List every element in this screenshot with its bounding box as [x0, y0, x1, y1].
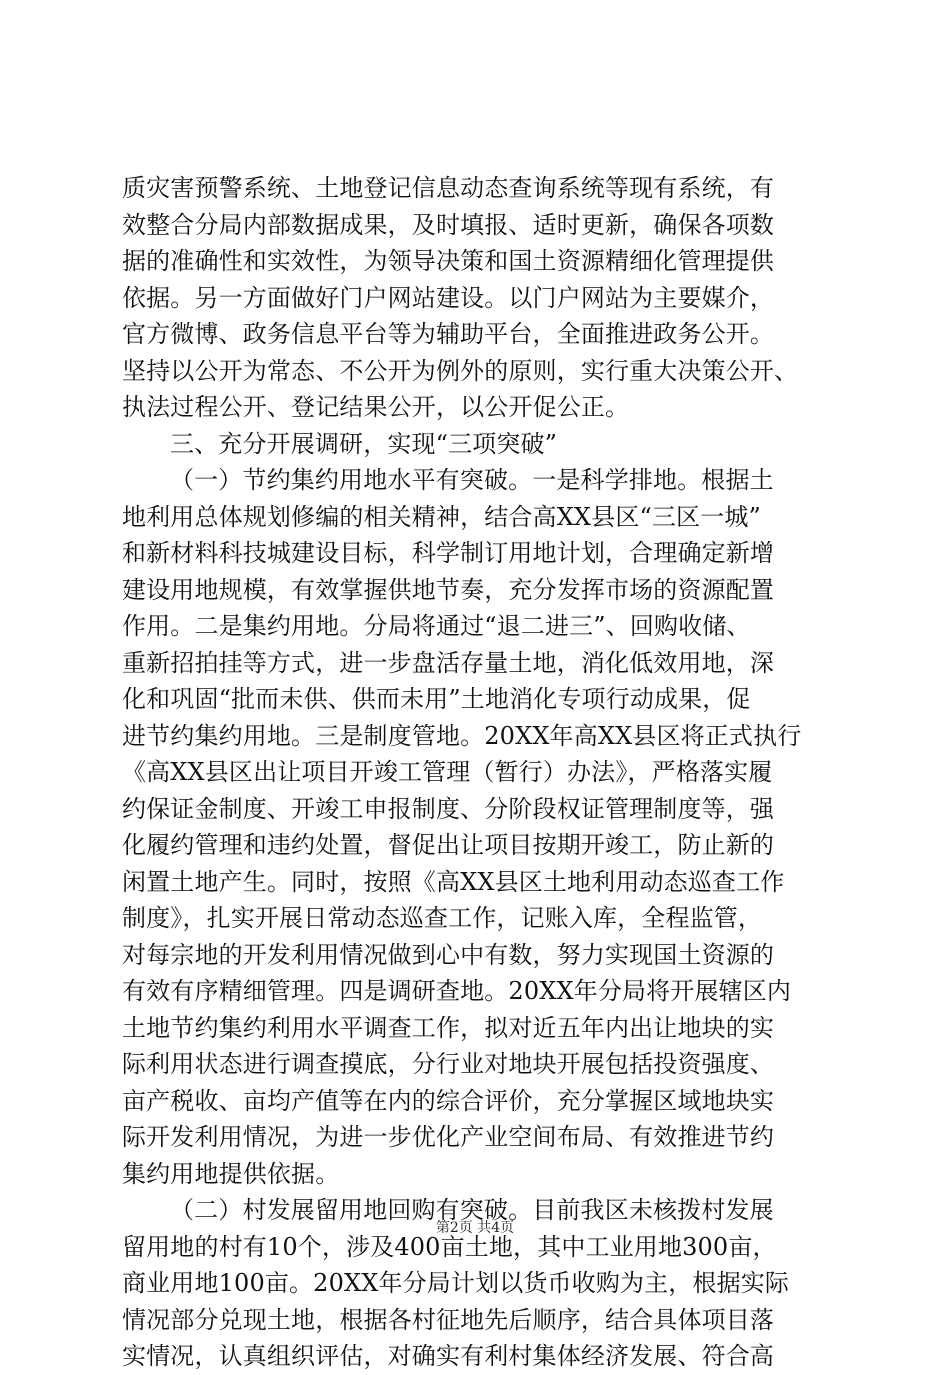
text-line: 土地节约集约利用水平调查工作，拟对近五年内出让地块的实: [122, 1013, 775, 1042]
subsection-heading-line: （一）节约集约用地水平有突破。一是科学排地。根据土: [170, 466, 774, 494]
text-line: 官方微博、政务信息平台等为辅助平台，全面推进政务公开。: [122, 320, 775, 348]
text-line: 有效有序精细管理。四是调研查地。20XX年分局将开展辖区内: [122, 977, 792, 1005]
text-line: 和新材料科技城建设目标，科学制订用地计划，合理确定新增: [122, 539, 775, 567]
text-line: 际开发利用情况，为进一步优化产业空间布局、有效推进节约: [122, 1123, 775, 1151]
text-line: 情况部分兑现土地，根据各村征地先后顺序，结合具体项目落: [122, 1305, 775, 1334]
text-line: 亩产税收、亩均产值等在内的综合评价，充分掌握区域地块实: [122, 1086, 775, 1115]
text-line: 执法过程公开、登记结果公开，以公开促公正。: [122, 393, 630, 421]
text-line: 质灾害预警系统、土地登记信息动态查询系统等现有系统，有: [122, 174, 775, 202]
text-line: 实情况，认真组织评估，对确实有利村集体经济发展、符合高: [122, 1342, 775, 1370]
text-line: 化和巩固“批而未供、供而未用”土地消化专项行动成果，促: [122, 685, 751, 713]
text-line: 地利用总体规划修编的相关精神，结合高XX县区“三区一城”: [122, 502, 761, 531]
text-line: 重新招拍挂等方式，进一步盘活存量土地，消化低效用地，深: [122, 648, 775, 677]
text-line: 据的准确性和实效性，为领导决策和国土资源精细化管理提供: [122, 247, 775, 275]
page-number-footer: 第2页 共4页: [435, 1220, 515, 1236]
section-heading: 三、充分开展调研，实现“三项突破”: [170, 429, 558, 458]
text-line: 依据。另一方面做好门户网站建设。以门户网站为主要媒介，: [122, 283, 775, 312]
text-line: 坚持以公开为常态、不公开为例外的原则，实行重大决策公开、: [122, 356, 799, 385]
text-line: 闲置土地产生。同时，按照《高XX县区土地利用动态巡查工作: [122, 867, 785, 896]
text-line: 《高XX县区出让项目开竣工管理（暂行）办法》，严格落实履: [122, 758, 773, 786]
text-line: 际利用状态进行调查摸底，分行业对地块开展包括投资强度、: [122, 1050, 775, 1078]
document-body: [122, 170, 834, 1375]
text-line: 留用地的村有10个，涉及400亩土地，其中工业用地300亩，: [122, 1232, 777, 1261]
text-line: 化履约管理和违约处置，督促出让项目按期开竣工，防止新的: [122, 831, 775, 859]
text-line: 效整合分局内部数据成果，及时填报、适时更新，确保各项数: [122, 210, 775, 239]
text-line: 作用。二是集约用地。分局将通过“退二进三”、回购收储、: [122, 612, 751, 640]
text-line: 商业用地100亩。20XX年分局计划以货币收购为主，根据实际: [122, 1269, 790, 1297]
subsection-heading-line: （二）村发展留用地回购有突破。目前我区未核拨村发展: [170, 1196, 774, 1224]
text-line: 集约用地提供依据。: [122, 1159, 340, 1188]
text-line: 约保证金制度、开竣工申报制度、分阶段权证管理制度等，强: [122, 794, 775, 823]
text-line: 进节约集约用地。三是制度管地。20XX年高XX县区将正式执行: [122, 721, 802, 750]
text-line: 建设用地规模，有效掌握供地节奏，充分发挥市场的资源配置: [122, 575, 775, 604]
text-line: 对每宗地的开发利用情况做到心中有数，努力实现国土资源的: [122, 940, 775, 969]
text-line: 制度》，扎实开展日常动态巡查工作，记账入库，全程监管，: [122, 904, 763, 932]
